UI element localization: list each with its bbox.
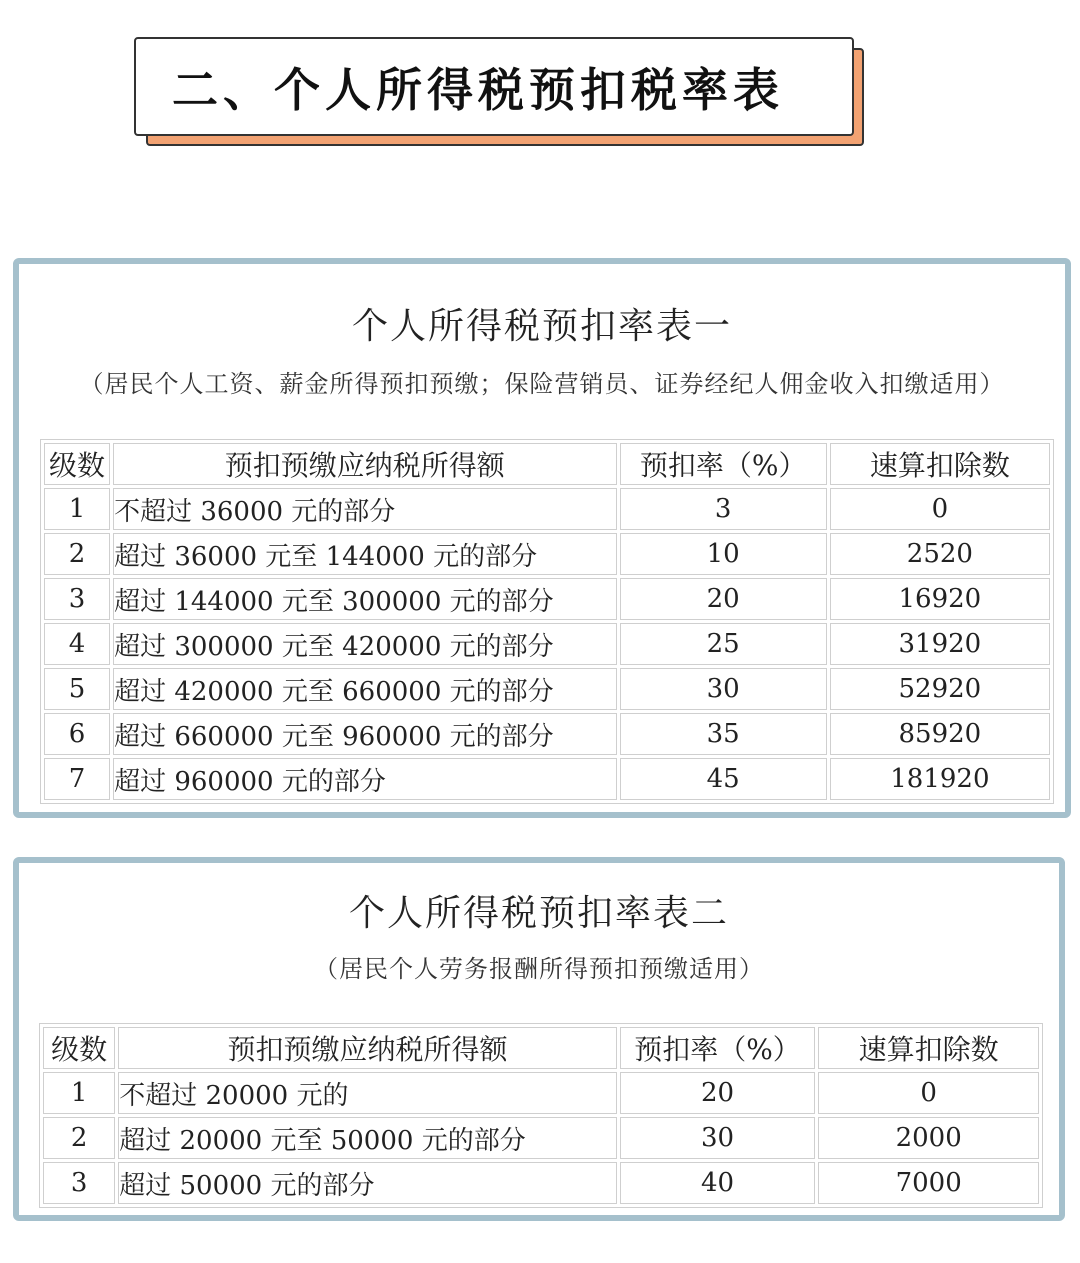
cell-deduction: 31920	[830, 623, 1050, 665]
cell-rate: 35	[620, 713, 827, 755]
cell-deduction: 2000	[818, 1117, 1039, 1159]
cell-level: 5	[44, 668, 110, 710]
cell-rate: 45	[620, 758, 827, 800]
cell-income-range: 超过 660000 元至 960000 元的部分	[113, 713, 617, 755]
table-row	[44, 623, 1050, 665]
table-1-subtitle: （居民个人工资、薪金所得预扣预缴；保险营销员、证券经纪人佣金收入扣缴适用）	[79, 370, 1005, 398]
header-level: 级数	[44, 443, 110, 485]
cell-income-range: 超过 36000 元至 144000 元的部分	[113, 533, 617, 575]
table-row	[43, 1162, 1039, 1204]
rate-table-card-1	[13, 258, 1071, 818]
table-row	[44, 533, 1050, 575]
header-income-range: 预扣预缴应纳税所得额	[118, 1027, 617, 1069]
cell-deduction: 85920	[830, 713, 1050, 755]
table-row	[44, 668, 1050, 710]
header-rate: 预扣率（%）	[620, 443, 827, 485]
cell-rate: 40	[620, 1162, 816, 1204]
cell-rate: 10	[620, 533, 827, 575]
cell-rate: 30	[620, 668, 827, 710]
cell-income-range: 超过 960000 元的部分	[113, 758, 617, 800]
cell-level: 3	[44, 578, 110, 620]
cell-rate: 20	[620, 1072, 816, 1114]
cell-rate: 3	[620, 488, 827, 530]
cell-income-range: 不超过 36000 元的部分	[113, 488, 617, 530]
page-title: 二、个人所得税预扣税率表	[172, 62, 784, 117]
table-1-title: 个人所得税预扣率表一	[351, 306, 732, 347]
cell-level: 6	[44, 713, 110, 755]
cell-deduction: 181920	[830, 758, 1050, 800]
cell-income-range: 不超过 20000 元的	[118, 1072, 617, 1114]
cell-income-range: 超过 50000 元的部分	[118, 1162, 617, 1204]
cell-deduction: 52920	[830, 668, 1050, 710]
cell-income-range: 超过 144000 元至 300000 元的部分	[113, 578, 617, 620]
cell-deduction: 0	[830, 488, 1050, 530]
table-row	[43, 1072, 1039, 1114]
rate-table-card-2	[13, 857, 1065, 1221]
header-deduction: 速算扣除数	[818, 1027, 1039, 1069]
cell-income-range: 超过 20000 元至 50000 元的部分	[118, 1117, 617, 1159]
table-row	[44, 758, 1050, 800]
table-2-title: 个人所得税预扣率表二	[348, 893, 729, 934]
header-level: 级数	[43, 1027, 115, 1069]
cell-level: 2	[43, 1117, 115, 1159]
cell-rate: 30	[620, 1117, 816, 1159]
cell-level: 4	[44, 623, 110, 665]
cell-rate: 20	[620, 578, 827, 620]
table-header-row	[43, 1027, 1039, 1069]
cell-income-range: 超过 420000 元至 660000 元的部分	[113, 668, 617, 710]
rate-table-1	[40, 439, 1054, 804]
cell-income-range: 超过 300000 元至 420000 元的部分	[113, 623, 617, 665]
table-2-subtitle: （居民个人劳务报酬所得预扣预缴适用）	[314, 955, 764, 983]
rate-table-2	[39, 1023, 1043, 1208]
title-banner	[134, 37, 854, 136]
header-rate: 预扣率（%）	[620, 1027, 816, 1069]
table-row	[44, 578, 1050, 620]
cell-level: 1	[43, 1072, 115, 1114]
cell-rate: 25	[620, 623, 827, 665]
cell-level: 1	[44, 488, 110, 530]
table-header-row	[44, 443, 1050, 485]
cell-deduction: 16920	[830, 578, 1050, 620]
table-row	[43, 1117, 1039, 1159]
header-income-range: 预扣预缴应纳税所得额	[113, 443, 617, 485]
table-row	[44, 713, 1050, 755]
table-row	[44, 488, 1050, 530]
cell-level: 3	[43, 1162, 115, 1204]
header-deduction: 速算扣除数	[830, 443, 1050, 485]
cell-deduction: 7000	[818, 1162, 1039, 1204]
cell-deduction: 2520	[830, 533, 1050, 575]
cell-deduction: 0	[818, 1072, 1039, 1114]
cell-level: 2	[44, 533, 110, 575]
cell-level: 7	[44, 758, 110, 800]
